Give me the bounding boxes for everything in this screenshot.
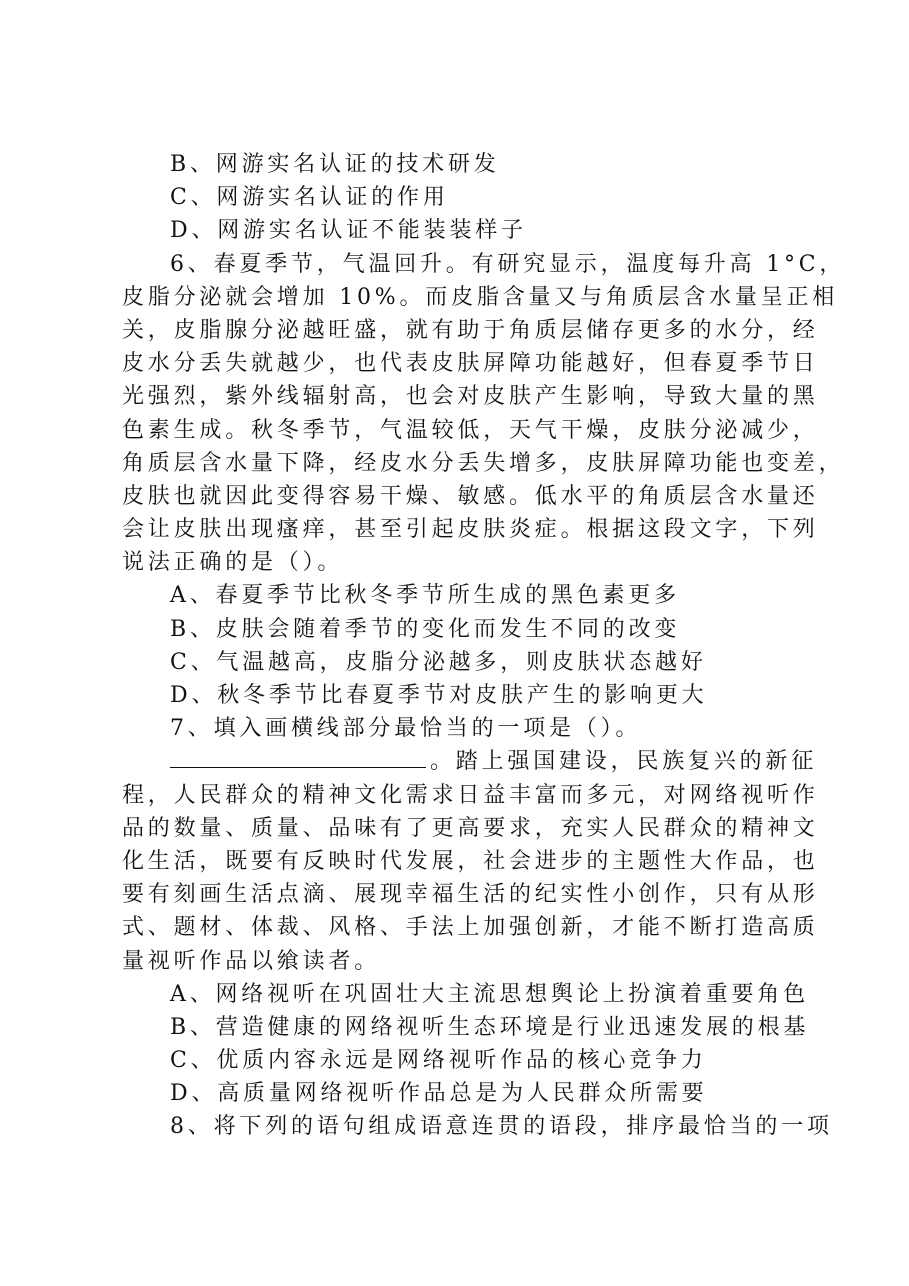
q7-option-a: A、网络视听在巩固壮大主流思想舆论上扮演着重要角色 — [170, 981, 809, 1007]
q6-text-line: 角质层含水量下降，经皮水分丢失增多，皮肤屏障功能也变差， — [122, 450, 845, 476]
q6-text-line: 会让皮肤出现瘙痒，甚至引起皮肤炎症。根据这段文字，下列 — [122, 517, 819, 543]
q6-option-a: A、春夏季节比秋冬季节所生成的黑色素更多 — [170, 583, 680, 609]
question-7 — [122, 712, 819, 1110]
q7-option-d: D、高质量网络视听作品总是为人民群众所需要 — [170, 1081, 708, 1107]
q6-option-d: D、秋冬季节比春夏季节对皮肤产生的影响更大 — [170, 683, 708, 708]
q6-text-line: 6、春夏季节，气温回升。有研究显示，温度每升高 1°C， — [170, 251, 846, 277]
question-6 — [122, 248, 846, 713]
q7-text-line: 式、题材、体裁、风格、手法上加强创新，才能不断打造高质 — [122, 915, 819, 941]
q7-text-line: 化生活，既要有反映时代发展，社会进步的主题性大作品，也 — [122, 848, 819, 874]
q6-text-line: 皮肤也就因此变得容易干燥、敏感。低水平的角质层含水量还 — [122, 483, 819, 509]
document-body — [122, 148, 846, 1144]
q5-option-b: B、网游实名认证的技术研发 — [170, 152, 500, 177]
q6-text-line: 皮脂分泌就会增加 10%。而皮脂含量又与角质层含水量呈正相 — [122, 284, 839, 310]
q6-option-b: B、皮肤会随着季节的变化而发生不同的改变 — [170, 616, 681, 642]
q6-option-c: C、气温越高，皮脂分泌越多，则皮肤状态越好 — [170, 649, 707, 675]
q6-text-line: 色素生成。秋冬季节，气温较低，天气干燥，皮肤分泌减少， — [122, 417, 819, 443]
q5-option-c: C、网游实名认证的作用 — [170, 185, 449, 211]
q7-option-c: C、优质内容永远是网络视听作品的核心竞争力 — [170, 1048, 707, 1074]
q7-text-after-blank: 。踏上强国建设，民族复兴的新征 — [430, 749, 818, 775]
q6-text-line: 皮水分丢失就越少，也代表皮肤屏障功能越好，但春夏季节日 — [122, 351, 819, 377]
q7-text-line: 程，人民群众的精神文化需求日益丰富而多元，对网络视听作 — [122, 782, 819, 808]
q7-text-line: 要有刻画生活点滴、展现幸福生活的纪实性小创作，只有从形 — [122, 882, 819, 908]
q7-text-line-first — [122, 745, 818, 778]
q7-stem: 7、填入画横线部分最恰当的一项是（）。 — [170, 716, 642, 742]
q7-text-line: 品的数量、质量、品味有了更高要求，充实人民群众的精神文 — [122, 815, 819, 841]
q7-text-line: 量视听作品以飨读者。 — [122, 948, 381, 974]
fill-in-blank-line — [170, 745, 426, 768]
q8-stem: 8、将下列的语句组成语意连贯的语段，排序最恰当的一项 — [170, 1114, 833, 1140]
q6-text-line: 关，皮脂腺分泌越旺盛，就有助于角质层储存更多的水分，经 — [122, 317, 819, 343]
q5-option-d: D、网游实名认证不能装装样子 — [170, 218, 527, 244]
q6-text-line: 说法正确的是（）。 — [122, 550, 344, 576]
q6-text-line: 光强烈，紫外线辐射高，也会对皮肤产生影响，导致大量的黑 — [122, 384, 819, 410]
q7-option-b: B、营造健康的网络视听生态环境是行业迅速发展的根基 — [170, 1014, 810, 1040]
